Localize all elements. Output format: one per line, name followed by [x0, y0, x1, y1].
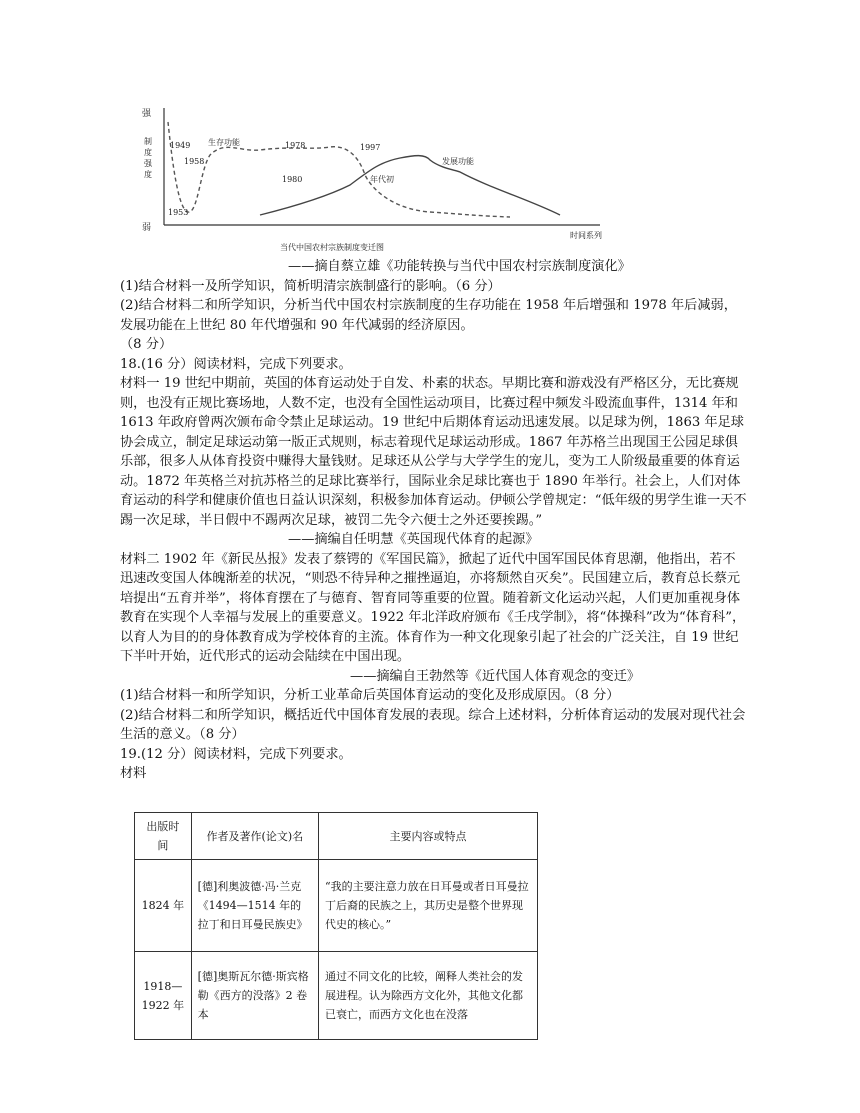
cell-work: [德]奥斯瓦尔德·斯宾格勒《西方的没落》2 卷本	[191, 952, 318, 1040]
cell-work: [德]利奥波德·冯·兰克《1494—1514 年的拉丁和日耳曼民族史》	[191, 860, 318, 952]
q19-material-label: 材料	[120, 766, 147, 781]
label-1953: 1953	[168, 208, 189, 217]
source-citation-1: ——摘自蔡立雄《功能转换与当代中国农村宗族制度演化》	[288, 259, 631, 274]
cell-feature: “我的主要注意力放在日耳曼或者日耳曼拉丁后裔的民族之上，其历史是整个世界现代史的核心。”	[319, 860, 538, 952]
cell-date: 1918—1922 年	[135, 952, 192, 1040]
q18-heading: 18.(16 分）阅读材料，完成下列要求。	[120, 356, 352, 372]
header-feature: 主要内容或特点	[319, 813, 538, 860]
q18-source1: ——摘编自任明慧《英国现代体育的起源》	[288, 532, 539, 547]
q17-part2: (2)结合材料二和所学知识，分析当代中国农村宗族制度的生存功能在 1958 年后增强和 1978 年后减弱，发展功能在上世纪 80 年代增强和 90 年代减弱的经济原因。	[120, 298, 737, 333]
label-1978: 1978	[285, 141, 306, 150]
historiography-table	[134, 812, 538, 1040]
label-development: 发展功能	[442, 157, 474, 166]
label-1958: 1958	[184, 157, 205, 166]
label-1997: 1997	[360, 143, 381, 152]
label-1949: 1949	[170, 141, 191, 150]
cell-date: 1824 年	[135, 860, 192, 952]
q18-material1: 材料一 19 世纪中期前，英国的体育运动处于自发、朴素的状态。早期比赛和游戏没有严格区分，无比赛规则，也没有正规比赛场地，人数不定，也没有全国性运动项目，比赛过程中频发斗殴流血事件，1314 年和 1613 年政府曾两次颁布命令禁止足球运动。19 世纪中后期体育运动迅速发展。以足球为例，1863 年足球协会成立，制定足球运动第一版正式规则，标志着现代足球运动形成。1867 年苏格兰出现国王公园足球俱乐部，很多人从体育投资中赚得大量钱财。足球还从公学与大学学生的宠儿，变为工人阶级最重要的体育运动。1872 年英格兰对抗苏格兰的足球比赛举行，国际业余足球比赛也于 1890 年举行。社会上，人们对体育运动的科学和健康价值也日益认识深刻，积极参加体育运动。伊顿公学曾规定：“低年级的男学生谁一天不踢一次足球，半日假中不踢两次足球，被罚二先令六便士之外还要挨踢。”	[120, 376, 747, 528]
q18-material2: 材料二 1902 年《新民丛报》发表了蔡锷的《军国民篇》，掀起了近代中国军国民体育思潮，他指出，若不迅速改变国人体魄渐差的状况，“则恐不待异种之摧挫逼迫，亦将颓然自灭矣”。民国建立后，教育总长蔡元培提出“五育并举”，将体育摆在了与德育、智育同等重要的位置。随着新文化运动兴起，人们更加重视身体教育在实现个人幸福与发展上的重要意义。1922 年北洋政府颁布《壬戌学制》，将“体操科”改为“体育科”，以育人为目的的身体教育成为学校体育的主流。体育作为一种文化现象引起了社会的广泛关注，自 19 世纪下半叶开始，近代形式的运动会陆续在中国出现。	[120, 551, 746, 664]
q18-part1: (1)结合材料一和所学知识，分析工业革命后英国体育运动的变化及形成原因。（8 分）	[120, 688, 620, 703]
header-date: 出版时间	[135, 813, 192, 860]
table-row	[135, 860, 538, 952]
header-work: 作者及著作(论文)名	[191, 813, 318, 860]
document-body	[120, 257, 748, 784]
y-strong-label: 强	[142, 109, 152, 119]
clan-system-chart	[130, 100, 610, 255]
survival-function-line	[168, 122, 510, 217]
chart-svg	[130, 100, 610, 255]
y-axis-label: 制度强度	[144, 137, 152, 179]
cell-feature: 通过不同文化的比较，阐释人类社会的发展进程。认为除西方文化外，其他文化都已衰亡，而西方文化也在没落	[319, 952, 538, 1040]
x-axis-label: 时间系列	[570, 231, 602, 240]
q18-part2: (2)结合材料二和所学知识，概括近代中国体育发展的表现。综合上述材料，分析体育运动的发展对现代社会生活的意义。（8 分）	[120, 707, 746, 742]
q17-part2-score: （8 分）	[120, 337, 173, 352]
label-survival: 生存功能	[208, 138, 240, 147]
chart-caption: 当代中国农村宗族制度变迁图	[280, 243, 384, 252]
table-row	[135, 952, 538, 1040]
y-weak-label: 弱	[142, 223, 152, 233]
table-header-row	[135, 813, 538, 860]
label-1980: 1980	[282, 175, 303, 184]
q18-source2: ——摘编自王勃然等《近代国人体育观念的变迁》	[350, 668, 641, 684]
label-nian-dai-chu: 年代初	[370, 175, 394, 184]
development-function-line	[260, 156, 560, 215]
q19-heading: 19.(12 分）阅读材料，完成下列要求。	[120, 746, 352, 762]
q17-part1: (1)结合材料一及所学知识，简析明清宗族制盛行的影响。（6 分）	[120, 278, 501, 294]
